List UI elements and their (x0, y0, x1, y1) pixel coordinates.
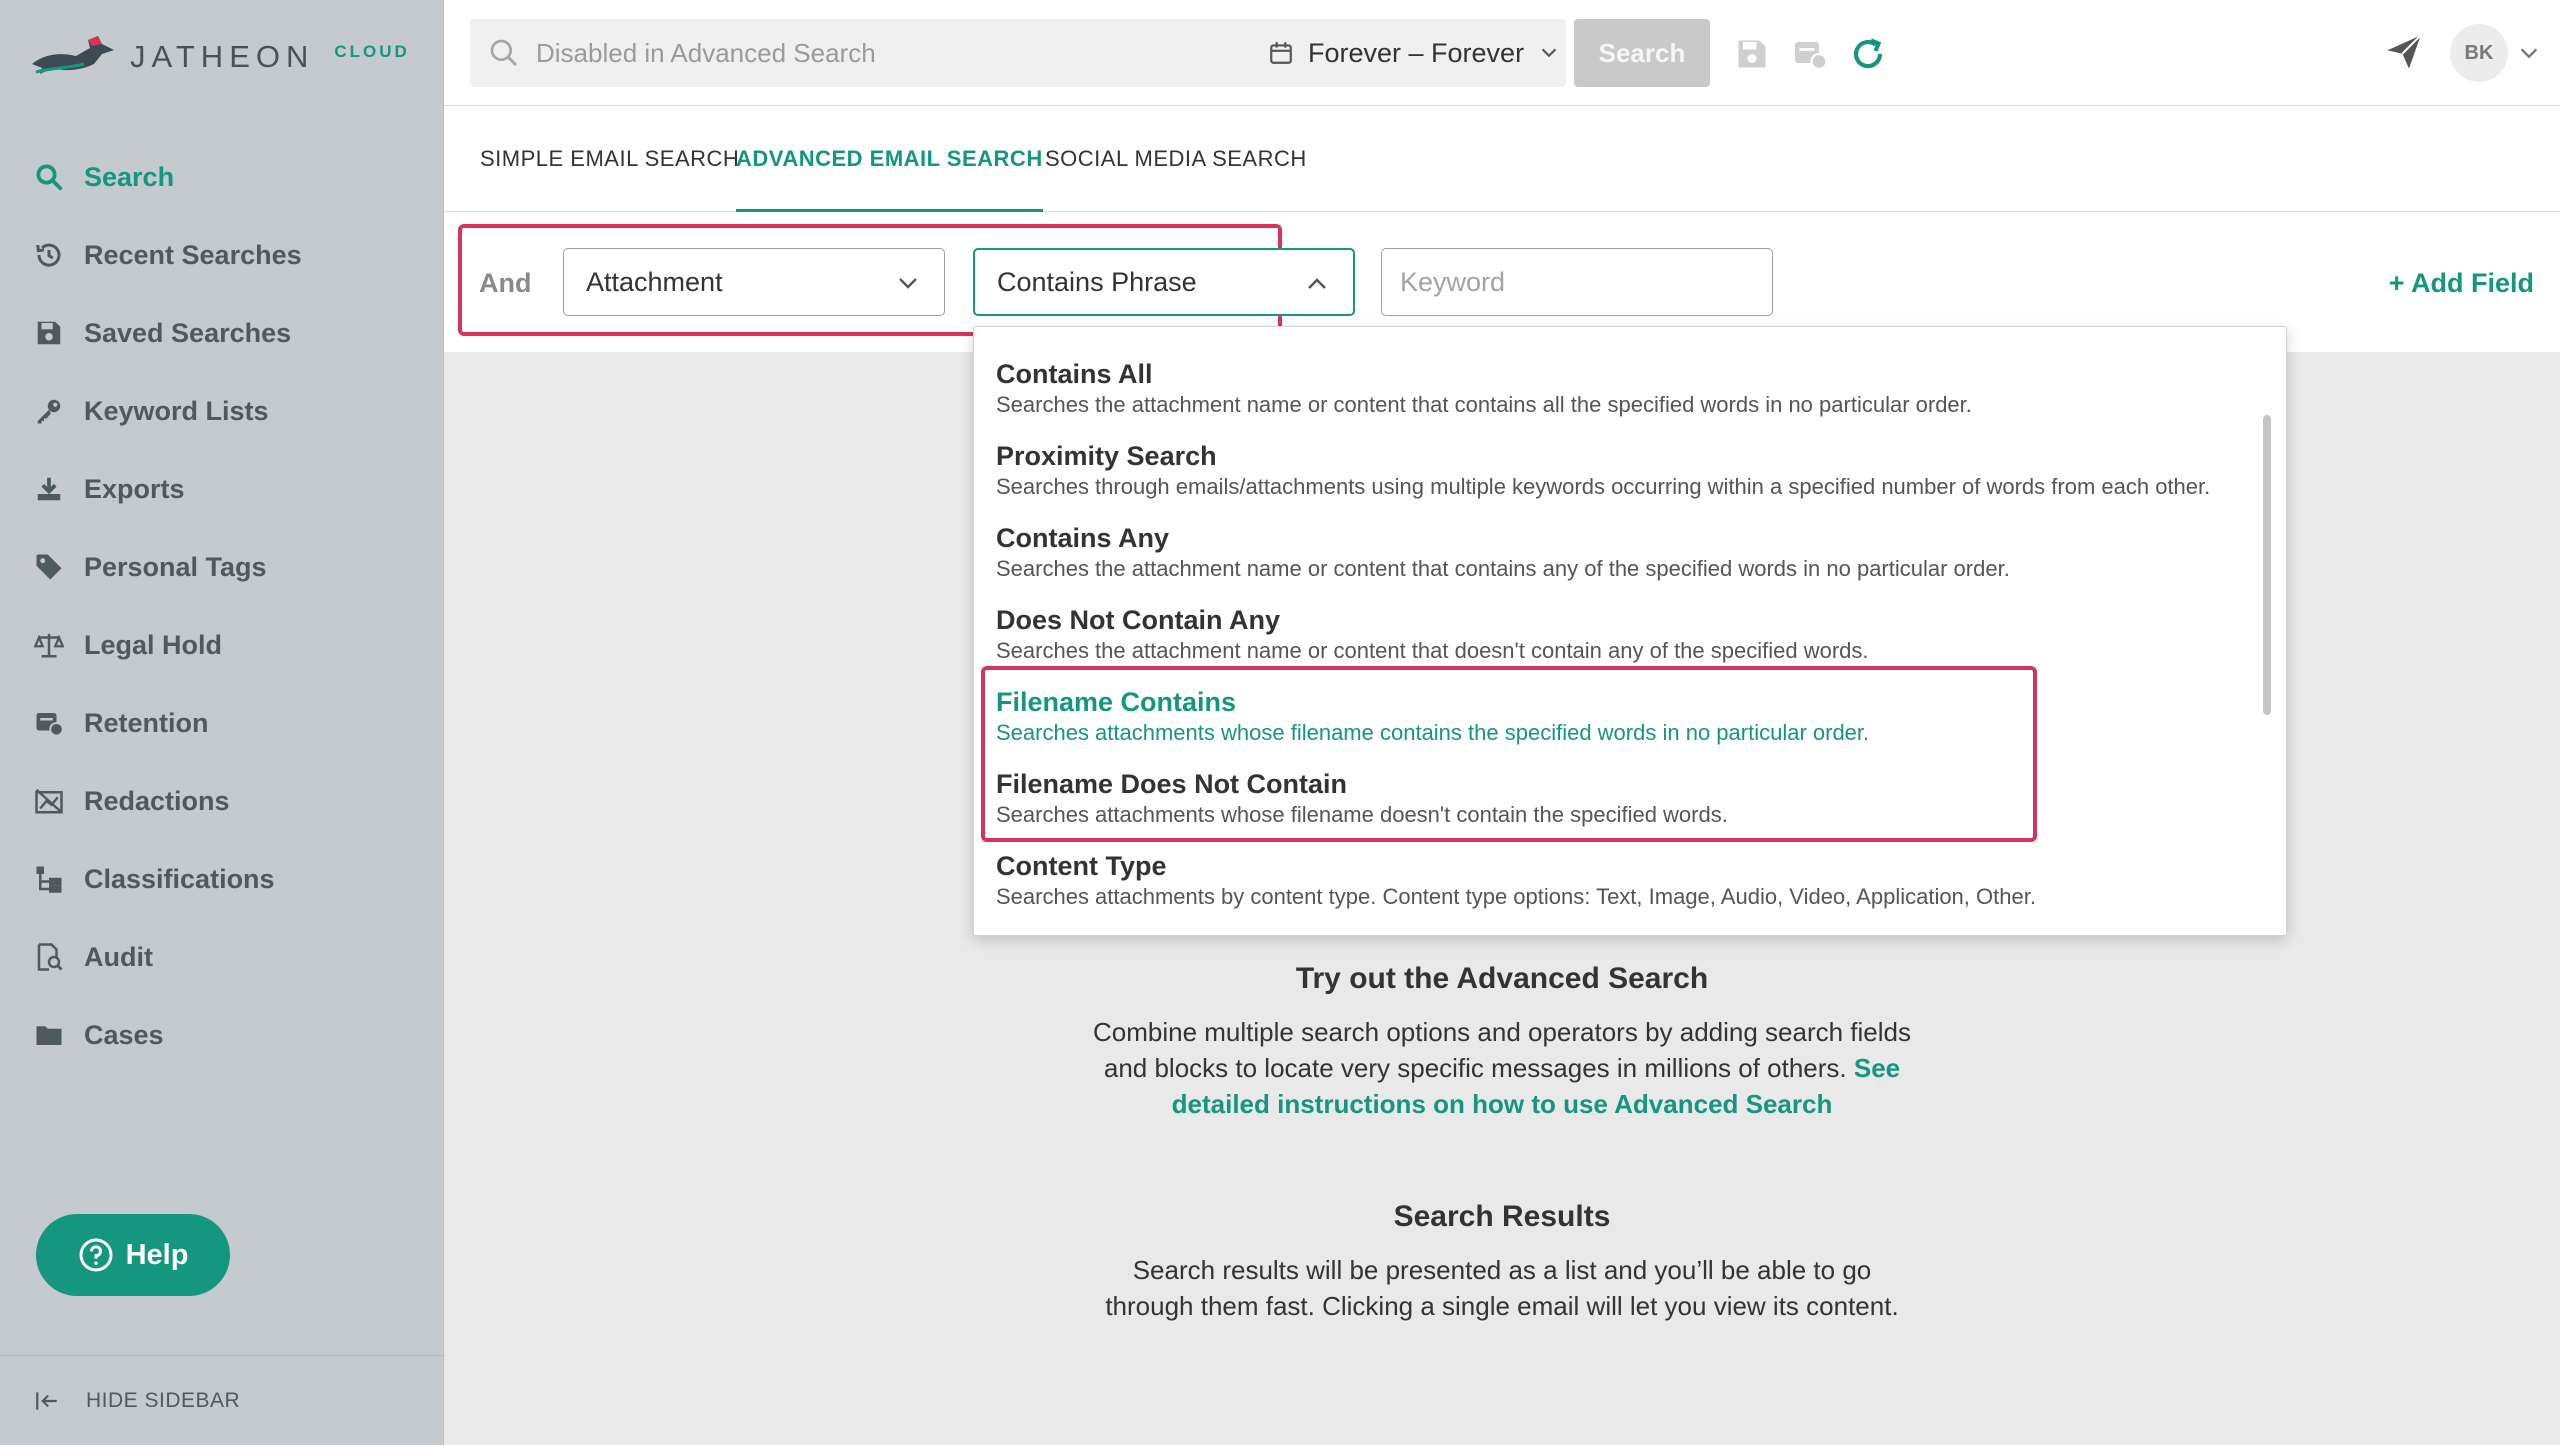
tab-social-media-search[interactable]: SOCIAL MEDIA SEARCH (1045, 146, 1307, 171)
keyword-input[interactable] (1381, 248, 1773, 316)
instructions-link[interactable]: See detailed instructions on how to use Advanced Search (1171, 1053, 1901, 1119)
logo-cloud: CLOUD (334, 42, 410, 61)
option-desc: Searches attachments whose filename contains the specified words in no particular order. (996, 720, 1870, 745)
calendar-icon (1268, 40, 1294, 66)
field-value: Attachment (586, 266, 723, 297)
option-title: Content Type (996, 851, 1167, 881)
results-title: Search Results (1393, 1200, 1611, 1233)
global-search-box[interactable] (470, 19, 1262, 87)
sidebar-item-label: Search (84, 161, 175, 192)
redaction-icon (34, 786, 64, 816)
help-label: Help (125, 1238, 189, 1271)
search-tabs (444, 106, 2560, 212)
user-avatar[interactable]: BK (2450, 24, 2508, 82)
history-icon (34, 240, 64, 270)
condition-value: Contains Phrase (997, 266, 1197, 297)
send-icon[interactable] (2384, 32, 2424, 72)
sidebar-item-keyword-lists[interactable] (0, 372, 444, 450)
classification-icon (34, 864, 64, 894)
option-desc: Searches the attachment name or content that contains any of the specified words in no particular order. (996, 556, 2010, 581)
sidebar-item-audit[interactable] (0, 918, 444, 996)
chevron-down-icon (896, 271, 920, 295)
save-icon[interactable] (1734, 36, 1770, 72)
hide-sidebar-label: HIDE SIDEBAR (86, 1388, 241, 1412)
question-circle-icon (78, 1237, 114, 1273)
folder-icon (34, 1020, 64, 1050)
tab-advanced-email-search[interactable]: ADVANCED EMAIL SEARCH (736, 106, 1043, 212)
intro-body (1092, 1014, 1912, 1122)
sidebar-item-label: Exports (84, 473, 185, 504)
search-icon (34, 162, 64, 192)
option-title: Contains Any (996, 523, 1170, 553)
sidebar-item-retention[interactable] (0, 684, 444, 762)
condition-select[interactable] (973, 248, 1355, 316)
chevron-down-icon[interactable] (2518, 42, 2540, 64)
sidebar-item-label: Legal Hold (84, 629, 223, 660)
option-desc: Searches the attachment name or content that contains all the specified words in no particular order. (996, 392, 1972, 417)
option-contains-any[interactable] (996, 521, 2010, 597)
option-content-type[interactable] (996, 849, 2036, 925)
sidebar-item-label: Audit (84, 941, 153, 972)
date-range-select[interactable] (1248, 19, 1566, 87)
sidebar-item-label: Retention (84, 707, 209, 738)
option-contains-all[interactable] (996, 357, 1972, 433)
condition-dropdown (973, 326, 2287, 936)
advanced-search-intro (444, 962, 2560, 1122)
dropdown-scrollbar[interactable] (2263, 415, 2271, 715)
audit-icon (34, 942, 64, 972)
option-desc: Searches the attachment name or content that doesn't contain any of the specified words. (996, 638, 1869, 663)
option-title: Proximity Search (996, 441, 1217, 471)
sidebar-item-label: Redactions (84, 785, 230, 816)
sidebar-item-label: Cases (84, 1019, 164, 1050)
option-filename-contains[interactable] (996, 685, 1869, 761)
sidebar-item-label: Keyword Lists (84, 395, 269, 426)
download-icon (34, 474, 64, 504)
chevron-up-icon (1305, 272, 1329, 296)
sidebar-item-saved-searches[interactable] (0, 294, 444, 372)
sidebar-item-label: Classifications (84, 863, 275, 894)
sidebar (0, 0, 444, 1445)
floppy-icon (34, 318, 64, 348)
intro-title: Try out the Advanced Search (1295, 962, 1709, 995)
sidebar-item-cases[interactable] (0, 996, 444, 1074)
option-filename-does-not-contain[interactable] (996, 767, 1728, 843)
search-button[interactable]: Search (1574, 19, 1710, 87)
results-body: Search results will be presented as a list and you’ll be able to go through them fast. Clicking a single email will let you view its content. (1105, 1255, 1899, 1321)
date-range-value: Forever – Forever (1308, 37, 1525, 68)
sidebar-item-label: Recent Searches (84, 239, 302, 270)
scale-icon (34, 630, 64, 660)
help-button[interactable] (36, 1214, 230, 1296)
logo-text: JATHEON (130, 39, 315, 74)
refresh-icon[interactable] (1850, 36, 1886, 72)
sidebar-item-legal-hold[interactable] (0, 606, 444, 684)
option-desc: Searches attachments whose filename doesn't contain the specified words. (996, 802, 1728, 827)
key-icon (34, 396, 64, 426)
operator-label: And (479, 268, 532, 298)
option-desc: Searches through emails/attachments using multiple keywords occurring within a specified number of words from each other. (996, 474, 2211, 499)
sidebar-item-classifications[interactable] (0, 840, 444, 918)
sidebar-item-recent-searches[interactable] (0, 216, 444, 294)
chevron-down-icon (1538, 42, 1560, 64)
option-title: Contains All (996, 359, 1153, 389)
sidebar-nav (0, 138, 444, 1074)
top-bar (444, 0, 2560, 106)
option-proximity-search[interactable] (996, 439, 2210, 515)
intro-text: Combine multiple search options and operators by adding search fields and blocks to locate very specific messages in millions of others. (1092, 1017, 1912, 1083)
logo[interactable] (30, 32, 410, 82)
search-placeholder: Disabled in Advanced Search (536, 37, 876, 68)
tag-icon (34, 552, 64, 582)
option-title: Filename Does Not Contain (996, 769, 1348, 799)
sidebar-item-exports[interactable] (0, 450, 444, 528)
option-title: Does Not Contain Any (996, 605, 1281, 635)
collapse-left-icon (34, 1388, 60, 1414)
field-select[interactable] (563, 248, 945, 316)
hide-sidebar-button[interactable] (0, 1355, 444, 1445)
tab-simple-email-search[interactable]: SIMPLE EMAIL SEARCH (480, 146, 740, 171)
jatheon-logo-icon (30, 34, 116, 80)
retention-icon[interactable] (1792, 36, 1828, 72)
sidebar-item-label: Saved Searches (84, 317, 292, 348)
sidebar-item-search[interactable] (0, 138, 444, 216)
sidebar-item-label: Personal Tags (84, 551, 267, 582)
option-desc: Searches attachments by content type. Content type options: Text, Image, Audio, Video, Application, Other. (996, 884, 2036, 909)
sidebar-item-redactions[interactable] (0, 762, 444, 840)
retention-icon (34, 708, 64, 738)
add-field-button[interactable]: + Add Field (2388, 268, 2534, 298)
search-results-intro (444, 1200, 2560, 1324)
search-icon (488, 37, 520, 69)
sidebar-item-personal-tags[interactable] (0, 528, 444, 606)
option-title: Filename Contains (996, 687, 1237, 717)
